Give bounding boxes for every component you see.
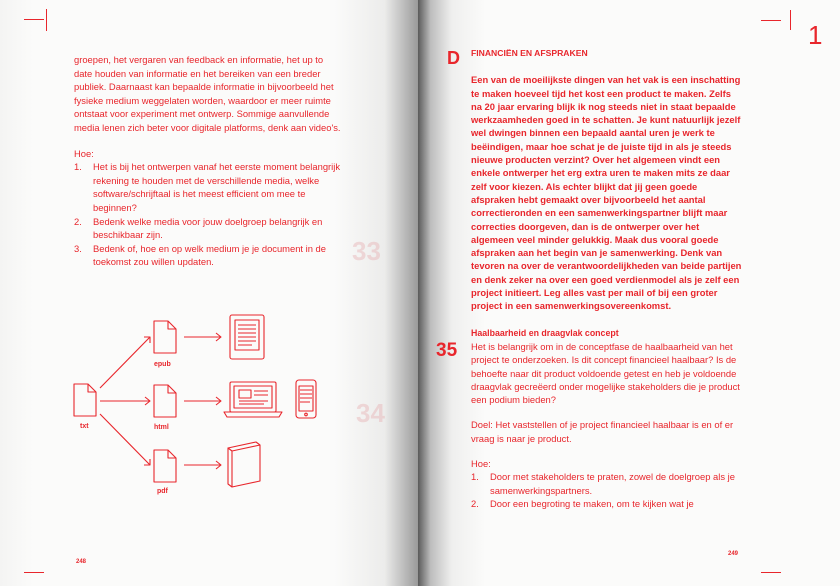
list-text: Bedenk of, hoe en op welk medium je je document in de toekomst zou willen updaten.	[93, 242, 326, 268]
corner-number: 1	[808, 20, 823, 50]
arrow-icon	[100, 414, 150, 465]
list-item	[471, 497, 743, 510]
list-text: Het is bij het ontwerpen vanaf het eerste moment belangrijk rekening te houden met de verschillende media, welke software/schrijftaal is het meest efficient om mee te beginnen?	[93, 161, 341, 213]
item-body: Het is belangrijk om in de conceptfase de haalbaarheid van het project te onderzoeken. Is dit concept financieel haalbaar? Is de behoefte naar dit product voldoende getest en heb je voldoende draagvlak gecreëerd onder mogelijke stakeholders die je product een podium bieden?	[471, 340, 740, 406]
list-text: Door met stakeholders te praten, zowel de doelgroep als je samenwerkingspartners.	[490, 471, 735, 496]
item-title: Haalbaarheid en draagvlak concept	[471, 327, 619, 338]
left-page	[0, 0, 418, 586]
book-icon	[228, 442, 260, 487]
arrow-icon	[184, 397, 221, 405]
steps-list	[471, 470, 743, 510]
arrow-icon	[100, 337, 150, 388]
list-item	[471, 470, 743, 497]
page-number: 248	[76, 559, 87, 565]
list-text: Bedenk welke media voor jouw doelgroep belangrijk en beschikbaar zijn.	[93, 215, 323, 241]
intro-paragraph: groepen, het vergaren van feedback en informatie, het up to date houden van informatie en het bereiken van een breder publiek. Daarnaast kan bepaalde informatie in bijvoorbeeld het fysieke medium weggelaten worden, waardoor er meer ruimte ontstaat voor experiment met ontwerp. Sommige aanvullende media lenen zich beter voor digitale platforms, denk aan video's.	[74, 54, 341, 133]
list-number: 3.	[74, 242, 82, 254]
list-text: Door een begroting te maken, om te kijken wat je	[490, 497, 694, 509]
txt-label: txt	[80, 423, 89, 430]
txt-file-icon	[74, 384, 96, 416]
crop-mark	[761, 572, 781, 573]
crop-mark	[24, 19, 44, 20]
html-file-icon	[154, 385, 176, 417]
list-number: 2.	[471, 497, 479, 509]
pdf-label: pdf	[157, 488, 168, 495]
list-number: 1.	[471, 471, 479, 483]
right-text-block	[471, 47, 743, 510]
media-diagram	[66, 310, 336, 500]
html-label: html	[154, 424, 169, 431]
hoe-label: Hoe:	[471, 458, 491, 470]
list-number: 2.	[74, 215, 82, 227]
phone-icon	[296, 380, 316, 418]
section-body: Een van de moeilijkste dingen van het vak is een inschatting te maken hoeveel tijd het kost een product te maken. Zelfs na 20 jaar ervaring blijk ik nog steeds niet in staat bepaalde werkzaamheden goed in te schatten. Je kunt natuurlijk jezelf wel dwingen binnen een bepaald aantal uren je werk te beëindigen, maar hoe schat je de juiste tijd in als je steeds nieuwe producten verzint? Over het algemeen vindt een enkele ontwerper het erg extra uren te maken mits ze daar zelf voor kiezen. Als echter blijkt dat jij geen goede afspraken hebt gemaakt over bijvoorbeeld het aantal correctieronden en een samenwerkingspartner blijft maar correcties doorgeven, dan is de ontwerper over het algemeen veel minder gelukkig. Maak dus vooral goede afspraken aan het begin van je samenwerking. Denk van tevoren na over de verantwoordelijkheden van beide partijen en denk zeker na over een goed verdienmodel als je zelf een project initieert. Leg alles vast per mail of bij een groter project in een samenwerkingsovereenkomst.	[471, 74, 742, 312]
laptop-icon	[224, 382, 282, 417]
arrow-icon	[184, 333, 221, 341]
bleed-through-number: 34	[356, 398, 385, 428]
bleed-through-number: 33	[352, 236, 381, 266]
item-number: 35	[436, 340, 458, 361]
arrow-icon	[184, 461, 221, 469]
crop-mark	[790, 10, 791, 30]
arrow-icon	[100, 397, 150, 405]
crop-mark	[24, 572, 44, 573]
steps-list	[74, 160, 342, 269]
list-item	[74, 160, 342, 214]
epub-file-icon	[154, 321, 176, 353]
epub-label: epub	[154, 361, 171, 368]
crop-mark	[761, 20, 781, 21]
pdf-file-icon	[154, 450, 176, 482]
media-diagram-svg	[66, 310, 336, 500]
goal-paragraph: Doel: Het vaststellen of je project financieel haalbaar is en of er vraag is naar je product.	[471, 419, 734, 444]
crop-mark	[46, 9, 47, 31]
list-item	[74, 215, 342, 242]
page-number: 249	[728, 551, 739, 557]
section-title: FINANCIËN EN AFSPRAKEN	[471, 48, 588, 58]
list-item	[74, 242, 342, 269]
list-number: 1.	[74, 161, 82, 173]
left-text-block	[74, 53, 342, 269]
ereader-icon	[230, 315, 264, 359]
section-letter: D	[447, 48, 460, 68]
hoe-label: Hoe:	[74, 147, 94, 159]
